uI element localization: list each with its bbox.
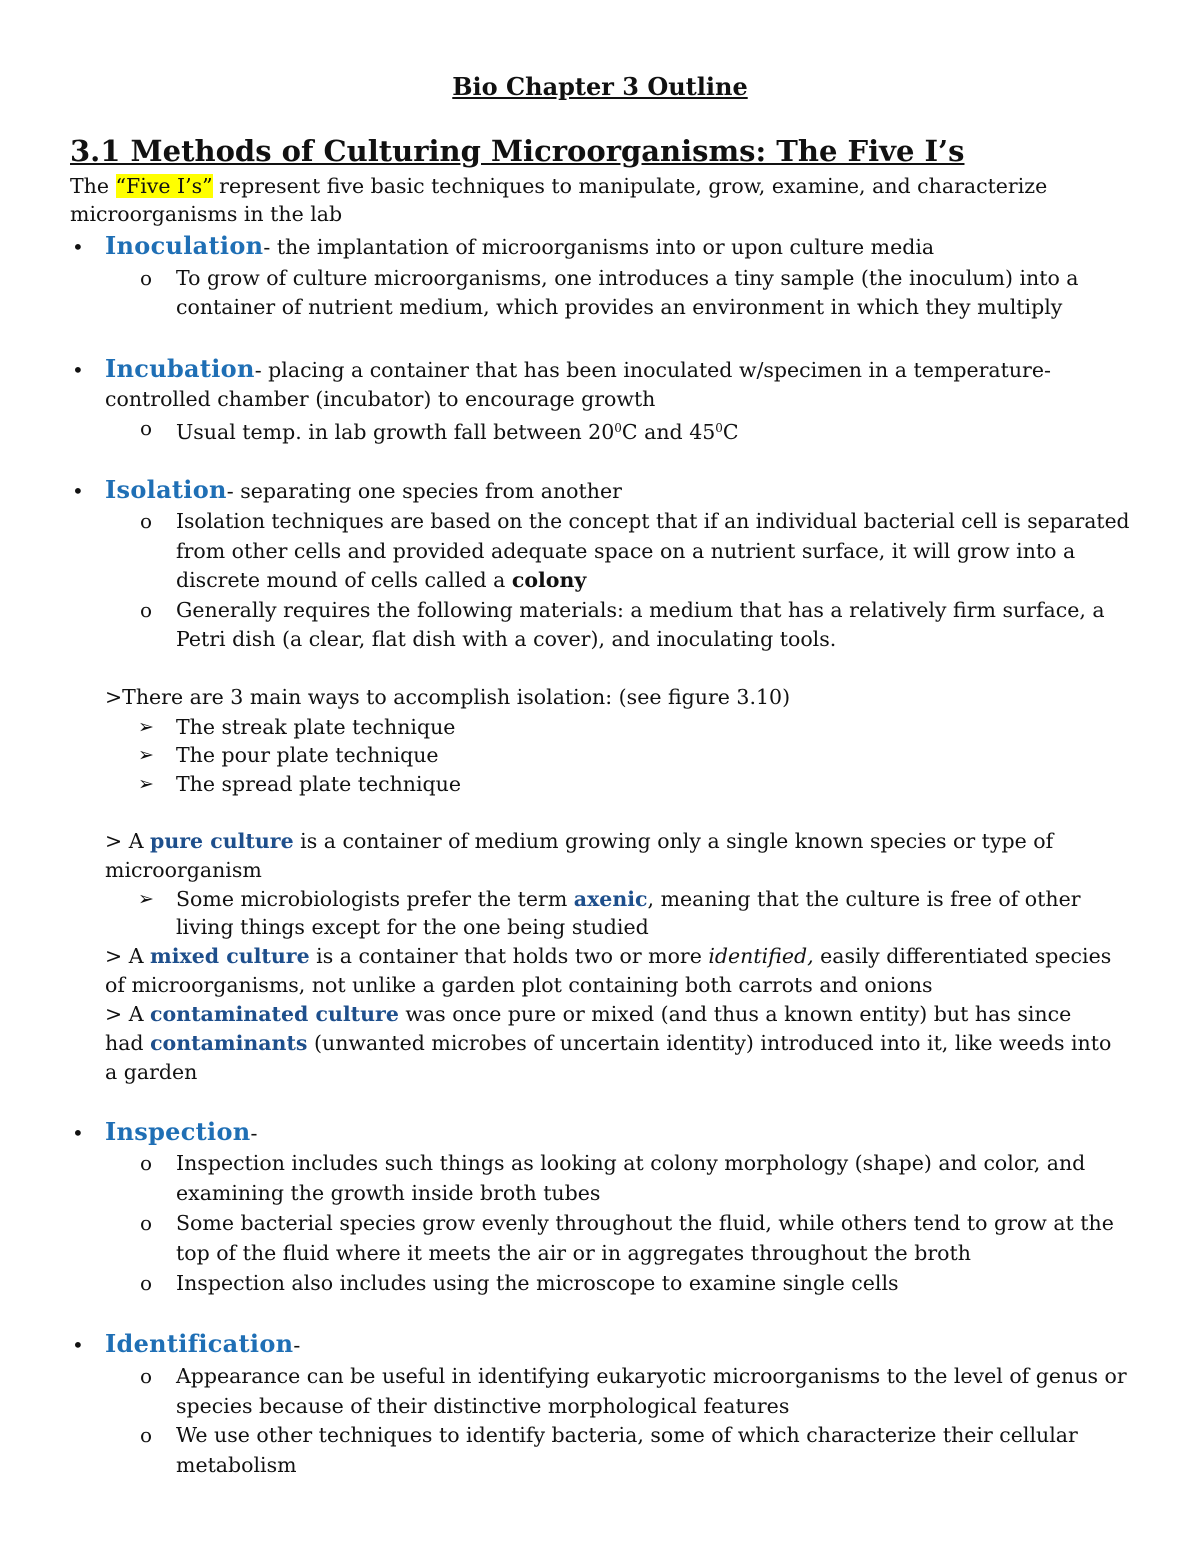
inoculation-term: Inoculation — [105, 231, 264, 260]
circle-bullet-icon: o — [140, 1271, 153, 1295]
pure-culture-term: pure culture — [150, 829, 294, 853]
contaminated-culture-term: contaminated culture — [150, 1002, 399, 1026]
inspection-def: - — [250, 1121, 258, 1145]
intro-text-cont: represent five basic techniques to manipulate, grow, examine, and characterize — [212, 174, 1048, 198]
temp-text: Usual temp. in lab growth fall between 20 — [176, 420, 615, 444]
axenic-line-2: living things except for the one being studied — [176, 915, 649, 939]
circle-bullet-icon: o — [140, 509, 153, 533]
circle-bullet-icon: o — [140, 416, 153, 440]
circle-bullet-icon: o — [140, 1211, 153, 1235]
inspection-sub3: Inspection also includes using the microscope to examine single cells — [176, 1271, 899, 1295]
identification-def: - — [293, 1333, 301, 1357]
intro-text: The — [70, 174, 116, 198]
isolation-sub1-line-1: Isolation techniques are based on the concept that if an individual bacterial cell is separated — [176, 509, 1130, 533]
inspection-sub2-line-1: Some bacterial species grow evenly throughout the fluid, while others tend to grow at the — [176, 1211, 1114, 1235]
isolation-ways: >There are 3 main ways to accomplish isolation: (see figure 3.10) — [105, 685, 791, 709]
arrow-bullet-icon: ➢ — [138, 744, 154, 766]
mixed-culture-line-1 — [105, 942, 1111, 971]
pure-culture-line-1 — [105, 827, 1053, 856]
mixed-text: is a container that holds two or more — [309, 944, 709, 968]
incubation-def-line-2: controlled chamber (incubator) to encourage growth — [105, 387, 656, 411]
bullet-icon: • — [72, 1333, 84, 1357]
five-is-highlight: “Five I’s” — [115, 174, 213, 198]
arrow-bullet-icon: ➢ — [138, 716, 154, 738]
arrow-bullet-icon: ➢ — [138, 773, 154, 795]
isolation-sub2-line-2: Petri dish (a clear, flat dish with a cover), and inoculating tools. — [176, 627, 837, 651]
contaminants-term: contaminants — [150, 1031, 308, 1055]
degree-mark: 0 — [614, 421, 622, 435]
axenic-text: , meaning that the culture is free of other — [647, 887, 1081, 911]
isolation-def: - separating one species from another — [226, 479, 622, 503]
colony-term: colony — [511, 568, 587, 592]
inspection-item — [105, 1117, 257, 1148]
cont-text: (unwanted microbes of uncertain identity) introduced into it, like weeds into — [307, 1031, 1112, 1055]
circle-bullet-icon: o — [140, 1423, 153, 1447]
mixed-text: > A — [105, 944, 151, 968]
arrow-bullet-icon: ➢ — [138, 888, 154, 910]
identification-sub2-line-2: metabolism — [176, 1453, 297, 1477]
identification-sub1-line-1: Appearance can be useful in identifying eukaryotic microorganisms to the level of genus or — [176, 1364, 1127, 1388]
temp-text: C and 45 — [621, 420, 716, 444]
bullet-icon: • — [72, 358, 84, 382]
bullet-icon: • — [72, 235, 84, 259]
inoculation-sub-line-1: To grow of culture microorganisms, one introduces a tiny sample (the inoculum) into a — [176, 266, 1079, 290]
mixed-culture-term: mixed culture — [150, 944, 310, 968]
mixed-culture-line-2: of microorganisms, not unlike a garden plot containing both carrots and onions — [105, 973, 933, 997]
bullet-icon: • — [72, 479, 84, 503]
isolation-item — [105, 475, 622, 506]
inoculation-sub-line-2: container of nutrient medium, which provides an environment in which they multiply — [176, 295, 1063, 319]
pure-text: > A — [105, 829, 151, 853]
identification-sub1-line-2: species because of their distinctive morphological features — [176, 1394, 790, 1418]
document-title: Bio Chapter 3 Outline — [452, 72, 748, 101]
isolation-sub1-line-2: from other cells and provided adequate space on a nutrient surface, it will grow into a — [176, 539, 1076, 563]
axenic-term: axenic — [573, 887, 648, 911]
way-streak: The streak plate technique — [176, 715, 456, 739]
inoculation-item — [105, 231, 934, 262]
circle-bullet-icon: o — [140, 1364, 153, 1388]
inspection-term: Inspection — [105, 1117, 251, 1146]
identified-emphasis: identified, — [708, 944, 814, 968]
contaminated-culture-line-2 — [105, 1029, 1111, 1058]
colony-text: discrete mound of cells called a — [176, 568, 512, 592]
incubation-term: Incubation — [105, 354, 255, 383]
cont-text: was once pure or mixed (and thus a known entity) but has since — [398, 1002, 1072, 1026]
degree-mark: 0 — [715, 421, 723, 435]
cont-text: had — [105, 1031, 151, 1055]
isolation-sub1-line-3 — [176, 566, 586, 595]
incubation-item — [105, 354, 1051, 385]
pure-culture-line-2: microorganism — [105, 858, 262, 882]
incubation-def: - placing a container that has been inoculated w/specimen in a temperature- — [254, 358, 1051, 382]
intro-line-2: microorganisms in the lab — [70, 202, 343, 226]
circle-bullet-icon: o — [140, 266, 153, 290]
temp-text: C — [722, 420, 739, 444]
isolation-term: Isolation — [105, 475, 227, 504]
bullet-icon: • — [72, 1121, 84, 1145]
way-spread: The spread plate technique — [176, 772, 462, 796]
way-pour: The pour plate technique — [176, 743, 439, 767]
axenic-text: Some microbiologists prefer the term — [176, 887, 574, 911]
inoculation-def: - the implantation of microorganisms into or upon culture media — [263, 235, 935, 259]
identification-item — [105, 1329, 300, 1360]
intro-line-1 — [70, 172, 1047, 201]
inspection-sub2-line-2: top of the fluid where it meets the air or in aggregates throughout the broth — [176, 1241, 971, 1265]
circle-bullet-icon: o — [140, 1151, 153, 1175]
circle-bullet-icon: o — [140, 598, 153, 622]
incubation-sub-line — [176, 414, 739, 447]
axenic-line-1 — [176, 885, 1081, 914]
mixed-text: easily differentiated species — [813, 944, 1112, 968]
inspection-sub1-line-1: Inspection includes such things as looking at colony morphology (shape) and color, and — [176, 1151, 1086, 1175]
cont-text: > A — [105, 1002, 151, 1026]
identification-term: Identification — [105, 1329, 294, 1358]
contaminated-culture-line-3: a garden — [105, 1060, 198, 1084]
inspection-sub1-line-2: examining the growth inside broth tubes — [176, 1181, 601, 1205]
section-heading: 3.1 Methods of Culturing Microorganisms: The Five I’s — [70, 134, 965, 168]
isolation-sub2-line-1: Generally requires the following materials: a medium that has a relatively firm surface, a — [176, 598, 1105, 622]
contaminated-culture-line-1 — [105, 1000, 1071, 1029]
identification-sub2-line-1: We use other techniques to identify bacteria, some of which characterize their cellular — [176, 1423, 1078, 1447]
pure-text: is a container of medium growing only a single known species or type of — [293, 829, 1054, 853]
